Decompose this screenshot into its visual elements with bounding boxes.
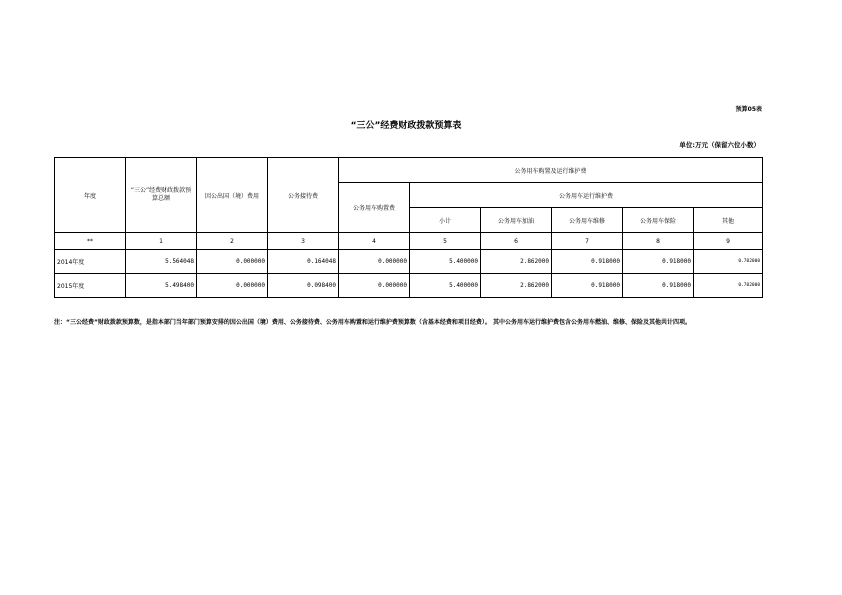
reception-cell: 0.098400	[268, 274, 339, 298]
subtotal-cell: 5.400000	[410, 274, 481, 298]
total-cell: 5.498400	[126, 274, 197, 298]
header-vehicle-group: 公务用车购置及运行维护费	[339, 158, 763, 183]
header-vehicle-operation: 公务用车运行维护费	[410, 183, 763, 208]
reception-cell: 0.164048	[268, 250, 339, 274]
header-vehicle-purchase: 公务用车购置费	[339, 183, 410, 233]
table-row	[55, 274, 763, 298]
fuel-cell: 2.862000	[481, 274, 552, 298]
header-insurance: 公务用车保险	[623, 208, 694, 233]
abroad-cell: 0.000000	[197, 274, 268, 298]
repair-cell: 0.918000	[552, 274, 623, 298]
header-subtotal: 小计	[410, 208, 481, 233]
table-row	[55, 250, 763, 274]
index-cell: 8	[623, 233, 694, 250]
header-other: 其他	[694, 208, 763, 233]
unit-label: 单位:万元（保留六位小数）	[679, 141, 760, 149]
index-cell: 9	[694, 233, 763, 250]
subtotal-cell: 5.400000	[410, 250, 481, 274]
index-cell: 4	[339, 233, 410, 250]
form-code: 预算05表	[735, 106, 762, 113]
footnote: 注：“三公经费”财政拨款预算数，是指本部门当年部门预算安排的因公出国（境）费用、公务接待费、公务用车购置和运行维护费预算数（含基本经费和项目经费）。 其中公务用车运行维护费包含公务用车燃油、维修、保险及其他共计四项。	[54, 319, 691, 326]
page-title: “三公”经费财政拨款预算表	[350, 121, 462, 131]
header-abroad: 因公出国（境）费用	[197, 158, 268, 233]
repair-cell: 0.918000	[552, 250, 623, 274]
header-fuel: 公务用车加油	[481, 208, 552, 233]
index-cell: **	[55, 233, 126, 250]
year-cell: 2014年度	[55, 250, 126, 274]
other-cell: 0.702000	[694, 250, 763, 274]
budget-table	[54, 157, 763, 298]
index-cell: 3	[268, 233, 339, 250]
header-reception: 公务接待费	[268, 158, 339, 233]
index-cell: 1	[126, 233, 197, 250]
index-row	[55, 233, 763, 250]
total-cell: 5.564048	[126, 250, 197, 274]
vehicle-purchase-cell: 0.000000	[339, 274, 410, 298]
insurance-cell: 0.918000	[623, 274, 694, 298]
index-cell: 5	[410, 233, 481, 250]
insurance-cell: 0.918000	[623, 250, 694, 274]
header-repair: 公务用车维修	[552, 208, 623, 233]
index-cell: 2	[197, 233, 268, 250]
header-total: “三公”经费财政拨款预算总额	[126, 158, 197, 233]
header-row-1	[55, 158, 763, 183]
index-cell: 6	[481, 233, 552, 250]
fuel-cell: 2.862000	[481, 250, 552, 274]
other-cell: 0.702000	[694, 274, 763, 298]
header-year: 年度	[55, 158, 126, 233]
vehicle-purchase-cell: 0.000000	[339, 250, 410, 274]
abroad-cell: 0.000000	[197, 250, 268, 274]
year-cell: 2015年度	[55, 274, 126, 298]
index-cell: 7	[552, 233, 623, 250]
